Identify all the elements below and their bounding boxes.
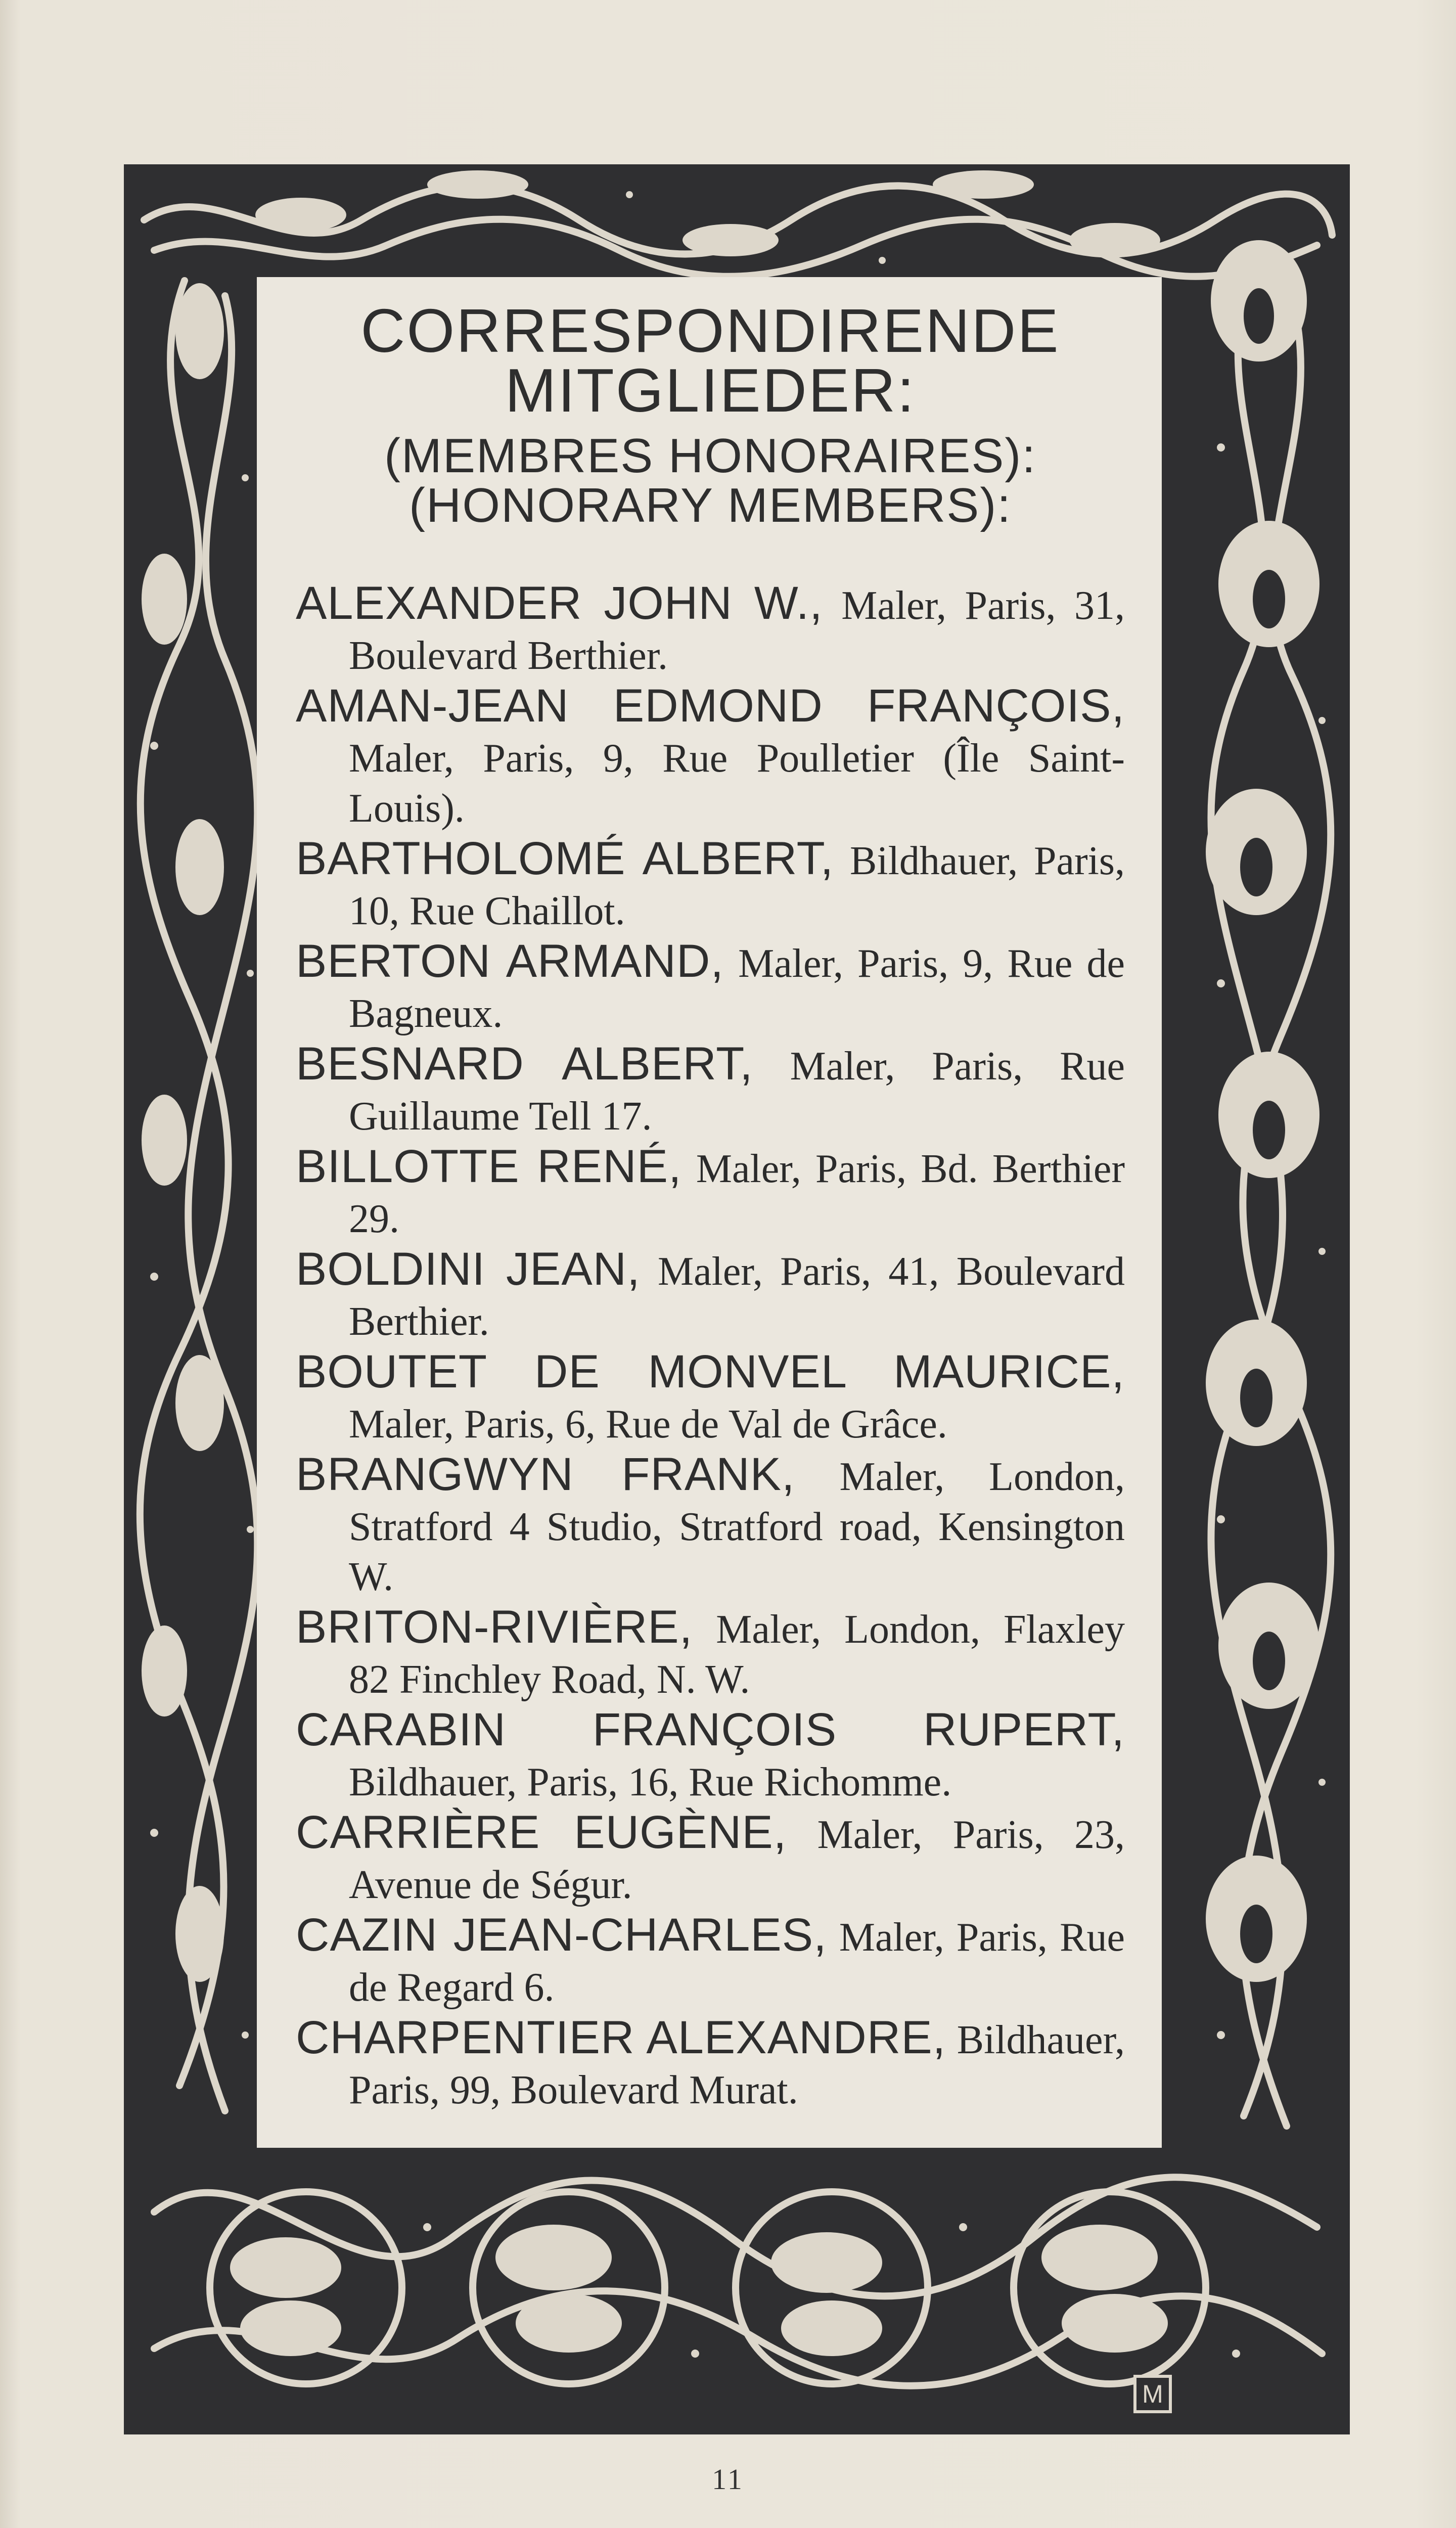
member-name: CARRIÈRE EUGÈNE, [296,1807,787,1858]
member-entry [296,1808,1125,1910]
member-details: Bildhauer, Paris, 99, Boulevard Murat. [349,2018,1125,2112]
subtitle-french: (MEMBRES HONORAIRES): [384,429,1037,483]
page-title-line-1: CORRESPONDIRENDE [360,296,1060,365]
member-entry [296,578,1125,681]
member-entry [296,1244,1125,1347]
page-title-line-2: MITGLIEDER: [505,356,916,425]
member-details: Maler, Paris, Rue Guillaume Tell 17. [349,1044,1125,1139]
member-entry [296,936,1125,1039]
member-entries [296,578,1125,2115]
member-name: BRANGWYN FRANK, [296,1449,795,1500]
member-details: Maler, Paris, Rue de Regard 6. [349,1915,1125,2010]
member-entry [296,834,1125,936]
member-entry [296,1602,1125,1705]
member-entry [296,1347,1125,1450]
member-name: AMAN-JEAN EDMOND FRANÇOIS, [296,680,1125,732]
member-entry [296,681,1125,834]
member-name: BERTON ARMAND, [296,935,724,987]
member-details: Maler, Paris, 41, Boulevard Berthier. [349,1249,1125,1344]
member-details: Bildhauer, Paris, 16, Rue Richomme. [349,1760,952,1804]
member-details: Maler, Paris, 23, Avenue de Ségur. [349,1813,1125,1907]
member-details: Bildhauer, Paris, 10, Rue Chaillot. [349,839,1125,933]
member-name: BESNARD ALBERT, [296,1038,753,1090]
member-name: BARTHOLOMÉ ALBERT, [296,833,834,884]
monogram: M [1142,2380,1163,2408]
member-name: CAZIN JEAN-CHARLES, [296,1909,827,1961]
member-details: Maler, London, Stratford 4 Studio, Stratford road, Kensington W. [349,1455,1125,1599]
member-details: Maler, Paris, 31, Boulevard Berthier. [349,583,1125,678]
member-name: ALEXANDER JOHN W., [296,577,823,629]
member-name: CARABIN FRANÇOIS RUPERT, [296,1704,1125,1755]
member-entry [296,1142,1125,1244]
member-details: Maler, Paris, 9, Rue Poulletier (Île Saint-Louis). [349,736,1125,831]
member-entry [296,1910,1125,2013]
member-entry [296,1705,1125,1808]
member-name: BRITON-RIVIÈRE, [296,1601,693,1653]
member-details: Maler, Paris, 6, Rue de Val de Grâce. [349,1402,947,1447]
page-number: 11 [712,2463,744,2496]
subtitle-english: (HONORARY MEMBERS): [409,478,1012,532]
member-name: BOLDINI JEAN, [296,1243,641,1295]
member-list-content [296,296,1125,2121]
member-details: Maler, London, Flaxley 82 Finchley Road, N. W. [349,1607,1125,1702]
member-entry [296,1039,1125,1142]
member-name: CHARPENTIER ALEXANDRE, [296,2012,946,2063]
member-entry [296,1450,1125,1602]
member-details: Maler, Paris, 9, Rue de Bagneux. [349,941,1125,1036]
member-name: BOUTET DE MONVEL MAURICE, [296,1346,1125,1397]
member-details: Maler, Paris, Bd. Berthier 29. [349,1147,1125,1241]
member-name: BILLOTTE RENÉ, [296,1141,682,1192]
member-entry [296,2013,1125,2115]
